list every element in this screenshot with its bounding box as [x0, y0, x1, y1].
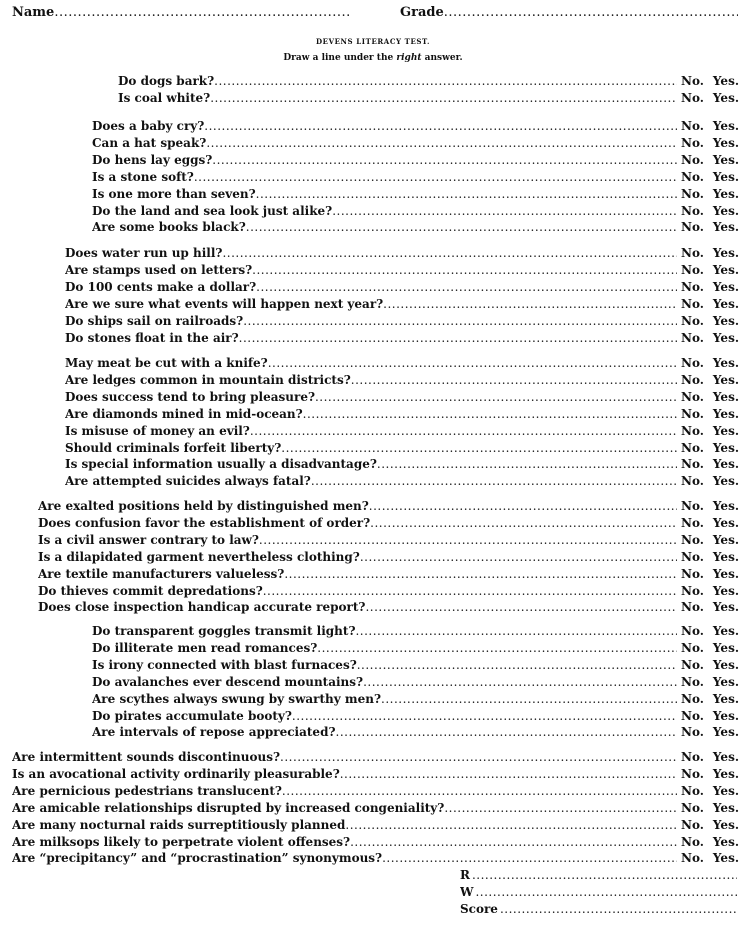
leader-dots — [206, 135, 677, 152]
answer-no[interactable]: No. — [681, 766, 704, 781]
answer-no[interactable]: No. — [681, 406, 704, 421]
answer-no[interactable]: No. — [681, 90, 704, 105]
question-row — [12, 766, 739, 783]
leader-dots — [363, 674, 677, 691]
leader-dots — [281, 440, 677, 457]
leader-dots — [370, 515, 677, 532]
answer-yes[interactable]: Yes. — [712, 169, 739, 184]
question-row — [118, 90, 739, 107]
question-row — [92, 674, 739, 691]
name-blank-line[interactable] — [54, 5, 350, 20]
name-field[interactable] — [12, 5, 350, 20]
instructions-after: answer. — [421, 53, 463, 63]
question-text: Does confusion favor the establishment of order? — [38, 515, 371, 530]
answer-no[interactable]: No. — [681, 691, 704, 706]
leader-dots — [204, 118, 677, 135]
instructions-emphasis: right — [396, 53, 422, 63]
test-title: DEVENS LITERACY TEST. — [315, 37, 430, 46]
question-row — [12, 817, 739, 834]
question-text: Do avalanches ever descend mountains? — [92, 674, 364, 689]
leader-dots — [444, 800, 677, 817]
grade-field[interactable] — [400, 5, 738, 20]
question-row — [65, 423, 739, 440]
question-text: Do 100 cents make a dollar? — [65, 279, 257, 294]
leader-dots — [263, 583, 677, 600]
answer-no[interactable]: No. — [681, 640, 704, 655]
leader-dots — [280, 749, 677, 766]
leader-dots — [212, 152, 677, 169]
answer-yes[interactable]: Yes. — [712, 800, 739, 815]
question-row — [92, 219, 739, 236]
leader-dots — [355, 623, 677, 640]
leader-dots — [239, 330, 677, 347]
answer-yes[interactable]: Yes. — [712, 750, 739, 764]
answer-yes[interactable]: Yes. — [712, 515, 739, 530]
answer-yes[interactable]: Yes. — [712, 657, 739, 672]
right-count-field[interactable] — [460, 867, 737, 884]
answer-yes[interactable]: Yes. — [712, 262, 739, 277]
leader-dots — [382, 850, 677, 867]
question-text: Does a baby cry? — [92, 119, 205, 133]
answer-no[interactable]: No. — [681, 203, 704, 218]
answer-yes[interactable]: Yes. — [712, 135, 739, 150]
question-text: Are we sure what events will happen next year? — [65, 296, 384, 311]
question-text: Are exalted positions held by distinguished men? — [38, 499, 369, 513]
answer-yes[interactable]: Yes. — [712, 423, 739, 438]
question-row — [65, 245, 739, 262]
leader-dots — [282, 783, 677, 800]
question-text: Are milksops likely to perpetrate violent offenses? — [12, 834, 351, 849]
question-row — [38, 532, 739, 549]
leader-dots — [381, 691, 677, 708]
leader-dots — [194, 169, 677, 186]
question-row — [12, 834, 739, 851]
wrong-count-field[interactable] — [460, 884, 737, 901]
right-count-blank[interactable] — [472, 867, 737, 884]
answer-no[interactable]: No. — [681, 725, 704, 740]
question-text: Does water run up hill? — [65, 246, 223, 260]
answer-no[interactable]: No. — [681, 583, 704, 598]
leader-dots — [292, 708, 677, 725]
answer-no[interactable]: No. — [681, 135, 704, 150]
answer-no[interactable]: No. — [681, 566, 704, 581]
answer-yes[interactable]: Yes. — [712, 851, 739, 866]
question-row — [92, 135, 739, 152]
leader-dots — [377, 456, 677, 473]
answer-no[interactable]: No. — [681, 474, 704, 489]
question-text: Are “precipitancy” and “procrastination” synonymous? — [12, 851, 383, 866]
answer-no[interactable]: No. — [681, 356, 704, 370]
answer-yes[interactable]: Yes. — [712, 372, 739, 387]
leader-dots — [365, 599, 677, 616]
answer-no[interactable]: No. — [681, 220, 704, 235]
question-text: Are diamonds mined in mid-ocean? — [65, 406, 303, 421]
answer-yes[interactable]: Yes. — [712, 725, 739, 740]
answer-no[interactable]: No. — [681, 389, 704, 404]
answer-yes[interactable]: Yes. — [712, 389, 739, 404]
question-row — [65, 330, 739, 347]
answer-no[interactable]: No. — [681, 279, 704, 294]
answer-yes[interactable]: Yes. — [712, 356, 739, 370]
question-text: Do transparent goggles transmit light? — [92, 624, 356, 638]
answer-no[interactable]: No. — [681, 499, 704, 513]
question-text: Is a dilapidated garment nevertheless clothing? — [38, 549, 360, 564]
question-text: Are some books black? — [92, 220, 246, 235]
leader-dots — [315, 389, 677, 406]
answer-no[interactable]: No. — [681, 152, 704, 167]
question-row — [65, 262, 739, 279]
question-row — [65, 406, 739, 423]
question-row — [92, 691, 739, 708]
answer-yes[interactable]: Yes. — [712, 624, 739, 638]
answer-yes[interactable]: Yes. — [712, 474, 739, 489]
question-text: Are pernicious pedestrians translucent? — [12, 783, 282, 798]
answer-yes[interactable]: Yes. — [712, 549, 739, 564]
question-row — [92, 203, 739, 220]
answer-no[interactable]: No. — [681, 440, 704, 455]
question-row — [12, 850, 739, 867]
leader-dots — [243, 313, 677, 330]
score-blank[interactable] — [500, 901, 737, 918]
question-row — [65, 473, 739, 490]
answer-yes[interactable]: Yes. — [712, 457, 739, 472]
leader-dots — [360, 549, 677, 566]
question-row — [92, 640, 739, 657]
question-text: Does success tend to bring pleasure? — [65, 389, 315, 404]
question-text: Should criminals forfeit liberty? — [65, 440, 282, 455]
answer-no[interactable]: No. — [681, 262, 704, 277]
answer-no[interactable]: No. — [681, 74, 704, 88]
question-text: Do ships sail on railroads? — [65, 313, 244, 328]
answer-no[interactable]: No. — [681, 186, 704, 201]
question-text: Are intervals of repose appreciated? — [92, 725, 336, 740]
question-text: Do the land and sea look just alike? — [92, 203, 333, 218]
question-text: May meat be cut with a knife? — [65, 356, 268, 370]
answer-yes[interactable]: Yes. — [712, 691, 739, 706]
score-label: Score — [460, 902, 498, 916]
question-text: Are textile manufacturers valueless? — [38, 566, 285, 581]
leader-dots — [246, 219, 677, 236]
answer-no[interactable]: No. — [681, 532, 704, 547]
question-text: Do thieves commit depredations? — [38, 583, 263, 598]
answer-yes[interactable]: Yes. — [712, 406, 739, 421]
question-text: Can a hat speak? — [92, 135, 207, 150]
answer-no[interactable]: No. — [681, 600, 704, 615]
answer-yes[interactable]: Yes. — [712, 532, 739, 547]
question-text: Are scythes always swung by swarthy men? — [92, 691, 381, 706]
leader-dots — [383, 296, 677, 313]
answer-yes[interactable]: Yes. — [712, 296, 739, 311]
leader-dots — [284, 566, 677, 583]
leader-dots — [256, 279, 677, 296]
question-row — [38, 566, 739, 583]
question-text: Are intermittent sounds discontinuous? — [12, 750, 280, 764]
answer-yes[interactable]: Yes. — [712, 440, 739, 455]
answer-no[interactable]: No. — [681, 817, 704, 832]
answer-yes[interactable]: Yes. — [712, 834, 739, 849]
instructions — [0, 53, 746, 63]
question-row — [38, 549, 739, 566]
question-text: Is special information usually a disadvantage? — [65, 457, 377, 472]
leader-dots — [351, 372, 677, 389]
question-row — [92, 657, 739, 674]
question-text: Does close inspection handicap accurate report? — [38, 600, 366, 615]
leader-dots — [350, 834, 677, 851]
answer-no[interactable]: No. — [681, 119, 704, 133]
question-text: Is coal white? — [118, 90, 211, 105]
question-row — [38, 599, 739, 616]
question-row — [92, 186, 739, 203]
score-field[interactable] — [460, 901, 737, 918]
question-row — [65, 372, 739, 389]
question-row — [92, 169, 739, 186]
question-text: Is a stone soft? — [92, 169, 194, 184]
question-row — [92, 152, 739, 169]
answer-yes[interactable]: Yes. — [712, 783, 739, 798]
leader-dots — [340, 766, 677, 783]
answer-no[interactable]: No. — [681, 851, 704, 866]
answer-yes[interactable]: Yes. — [712, 246, 739, 260]
answer-no[interactable]: No. — [681, 169, 704, 184]
leader-dots — [336, 724, 678, 741]
question-row — [92, 623, 739, 640]
question-row — [118, 73, 739, 90]
leader-dots — [250, 423, 677, 440]
question-text: Is a civil answer contrary to law? — [38, 532, 259, 547]
leader-dots — [268, 355, 677, 372]
question-text: Do pirates accumulate booty? — [92, 708, 292, 723]
answer-yes[interactable]: Yes. — [712, 203, 739, 218]
answer-no[interactable]: No. — [681, 372, 704, 387]
answer-no[interactable]: No. — [681, 246, 704, 260]
question-row — [12, 749, 739, 766]
leader-dots — [222, 245, 677, 262]
answer-no[interactable]: No. — [681, 549, 704, 564]
answer-yes[interactable]: Yes. — [712, 817, 739, 832]
question-row — [92, 118, 739, 135]
question-row — [65, 296, 739, 313]
answer-no[interactable]: No. — [681, 423, 704, 438]
leader-dots — [369, 498, 677, 515]
answer-no[interactable]: No. — [681, 800, 704, 815]
answer-yes[interactable]: Yes. — [712, 583, 739, 598]
question-row — [65, 389, 739, 406]
question-row — [12, 783, 739, 800]
question-text: Are amicable relationships disrupted by increased congeniality? — [12, 800, 445, 815]
question-text: Do hens lay eggs? — [92, 152, 213, 167]
leader-dots — [345, 817, 677, 834]
answer-yes[interactable]: Yes. — [712, 90, 739, 105]
leader-dots — [214, 73, 677, 90]
answer-no[interactable]: No. — [681, 296, 704, 311]
leader-dots — [259, 532, 677, 549]
question-row — [38, 515, 739, 532]
question-text: Are stamps used on letters? — [65, 262, 253, 277]
answer-no[interactable]: No. — [681, 834, 704, 849]
wrong-count-blank[interactable] — [475, 884, 737, 901]
leader-dots — [317, 640, 677, 657]
question-text: Is misuse of money an evil? — [65, 423, 250, 438]
answer-yes[interactable]: Yes. — [712, 152, 739, 167]
leader-dots — [210, 90, 677, 107]
name-label: Name — [12, 5, 55, 20]
answer-no[interactable]: No. — [681, 330, 704, 345]
question-row — [38, 583, 739, 600]
answer-yes[interactable]: Yes. — [712, 766, 739, 781]
answer-yes[interactable]: Yes. — [712, 600, 739, 615]
answer-yes[interactable]: Yes. — [712, 220, 739, 235]
answer-yes[interactable]: Yes. — [712, 640, 739, 655]
answer-yes[interactable]: Yes. — [712, 74, 739, 88]
answer-yes[interactable]: Yes. — [712, 279, 739, 294]
wrong-count-label: W — [460, 885, 474, 899]
grade-label: Grade — [400, 5, 444, 20]
question-row — [65, 313, 739, 330]
question-text: Do stones float in the air? — [65, 330, 239, 345]
answer-yes[interactable]: Yes. — [712, 499, 739, 513]
right-count-label: R — [460, 868, 470, 882]
answer-yes[interactable]: Yes. — [712, 708, 739, 723]
question-text: Are ledges common in mountain districts? — [65, 372, 351, 387]
leader-dots — [311, 473, 677, 490]
question-text: Are attempted suicides always fatal? — [65, 474, 311, 489]
question-text: Do illiterate men read romances? — [92, 640, 318, 655]
question-text: Do dogs bark? — [118, 74, 215, 88]
question-text: Is one more than seven? — [92, 186, 256, 201]
question-row — [92, 724, 739, 741]
question-row — [65, 279, 739, 296]
answer-yes[interactable]: Yes. — [712, 119, 739, 133]
answer-no[interactable]: No. — [681, 783, 704, 798]
answer-no[interactable]: No. — [681, 515, 704, 530]
answer-yes[interactable]: Yes. — [712, 186, 739, 201]
leader-dots — [332, 203, 677, 220]
answer-no[interactable]: No. — [681, 750, 704, 764]
question-text: Is an avocational activity ordinarily pleasurable? — [12, 766, 340, 781]
question-row — [65, 355, 739, 372]
answer-no[interactable]: No. — [681, 674, 704, 689]
instructions-before: Draw a line under the — [283, 53, 397, 63]
answer-no[interactable]: No. — [681, 657, 704, 672]
leader-dots — [357, 657, 677, 674]
leader-dots — [252, 262, 677, 279]
question-row — [38, 498, 739, 515]
grade-blank-line[interactable] — [444, 5, 738, 20]
answer-yes[interactable]: Yes. — [712, 313, 739, 328]
question-text: Is irony connected with blast furnaces? — [92, 657, 357, 672]
answer-no[interactable]: No. — [681, 313, 704, 328]
question-text: Are many nocturnal raids surreptitiously planned — [12, 817, 346, 832]
question-row — [92, 708, 739, 725]
answer-yes[interactable]: Yes. — [712, 566, 739, 581]
answer-no[interactable]: No. — [681, 624, 704, 638]
answer-no[interactable]: No. — [681, 708, 704, 723]
question-row — [65, 456, 739, 473]
leader-dots — [256, 186, 677, 203]
leader-dots — [303, 406, 677, 423]
answer-yes[interactable]: Yes. — [712, 674, 739, 689]
question-row — [65, 440, 739, 457]
question-row — [12, 800, 739, 817]
answer-yes[interactable]: Yes. — [712, 330, 739, 345]
answer-no[interactable]: No. — [681, 457, 704, 472]
